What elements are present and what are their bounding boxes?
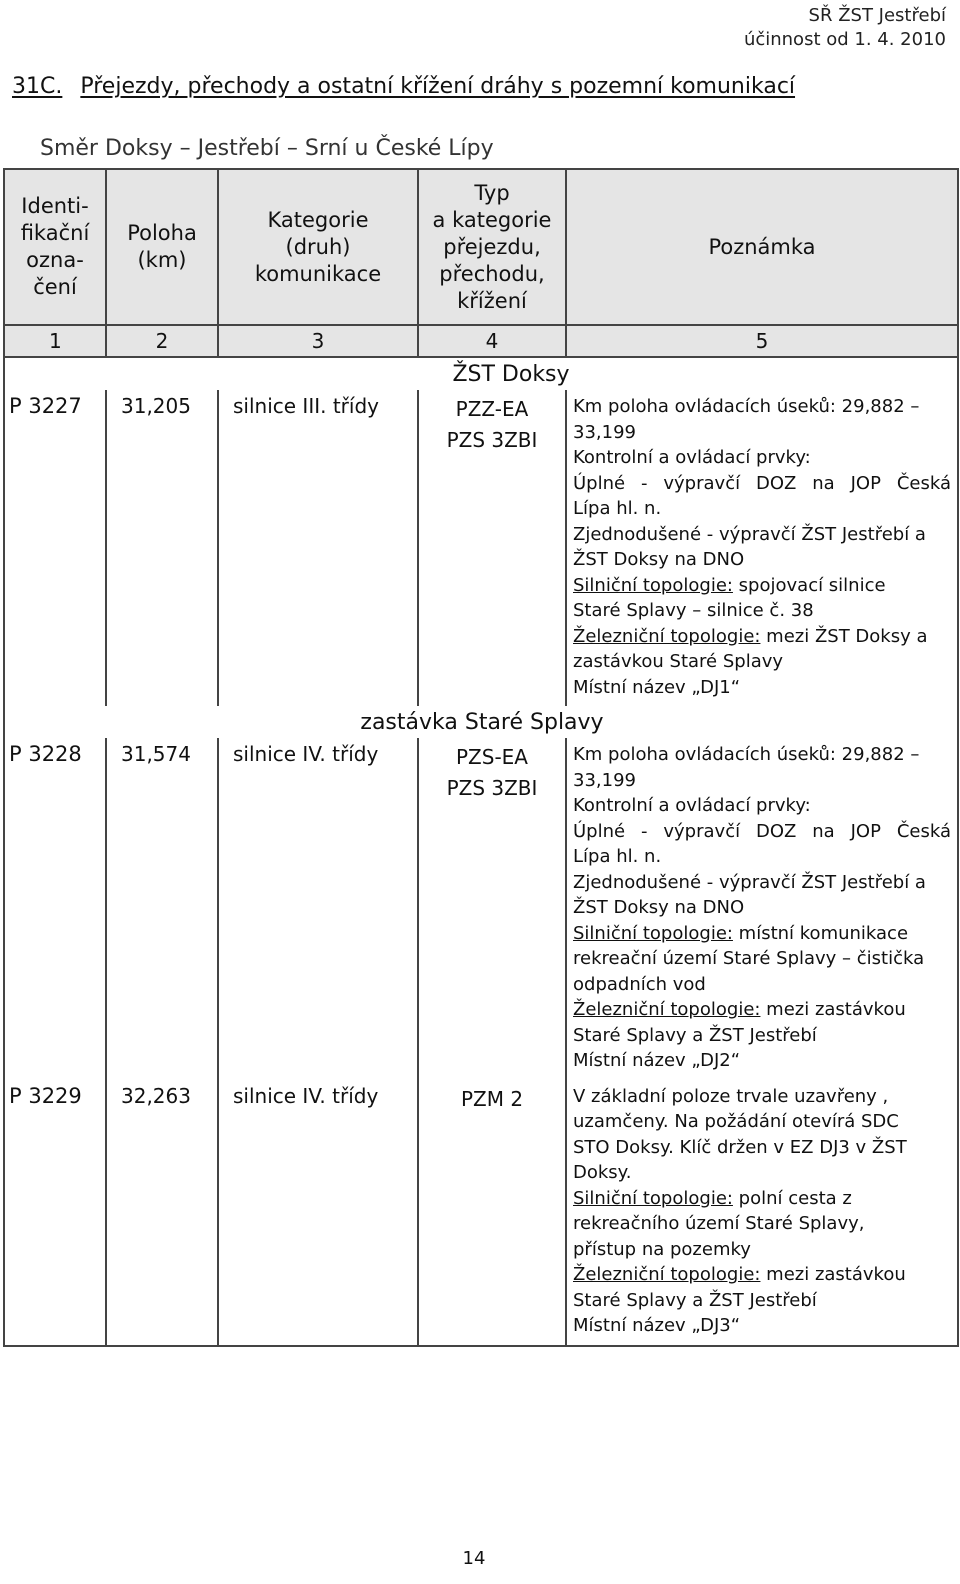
crossing-note: Km poloha ovládacích úseků: 29,882 – 33,199 Kontrolní a ovládací prvky: Úplné - výpravčí DOZ na JOP Česká Lípa hl. n. Zjednodušené - výpravčí ŽST Jestřebí a ŽST Doksy na DNO Silniční topologie: místní komunikace rekreační území Staré Splavy – čistička odpadních vod Železniční topologie: mezi zastávkou Staré Splavy a ŽST Jestřebí Místní název „DJ2“ — [566, 738, 958, 1080]
table-row — [4, 390, 958, 706]
col-number: 2 — [106, 325, 218, 357]
section-number: 31C. — [12, 74, 63, 99]
section-name: zastávka Staré Splavy — [4, 706, 958, 738]
header-id: Identi- fikační ozna- čení — [4, 169, 106, 325]
section-row — [4, 357, 958, 390]
col-number: 4 — [418, 325, 566, 357]
table-row — [4, 1080, 958, 1346]
header-type: Typ a kategorie přejezdu, přechodu, křížení — [418, 169, 566, 325]
road-category: silnice IV. třídy — [218, 738, 418, 1080]
page-number: 14 — [462, 1548, 486, 1569]
road-category: silnice IV. třídy — [218, 1080, 418, 1346]
crossing-km: 31,574 — [106, 738, 218, 1080]
crossing-type: PZS-EA PZS 3ZBI — [418, 738, 566, 1080]
road-category: silnice III. třídy — [218, 390, 418, 706]
section-name: ŽST Doksy — [4, 357, 958, 390]
crossing-note: Km poloha ovládacích úseků: 29,882 – 33,199 Kontrolní a ovládací prvky: Úplné - výpravčí DOZ na JOP Česká Lípa hl. n. Zjednodušené - výpravčí ŽST Jestřebí a ŽST Doksy na DNO Silniční topologie: spojovací silnice Staré Splavy – silnice č. 38 Železniční topologie: mezi ŽST Doksy a zastávkou Staré Splavy Místní název „DJ1“ — [566, 390, 958, 706]
crossing-id: P 3227 — [4, 390, 106, 706]
crossings-table — [3, 168, 959, 1347]
crossing-km: 32,263 — [106, 1080, 218, 1346]
crossing-type: PZZ-EA PZS 3ZBI — [418, 390, 566, 706]
crossing-id: P 3229 — [4, 1080, 106, 1346]
section-row — [4, 706, 958, 738]
col-number: 5 — [566, 325, 958, 357]
table-header-row — [4, 169, 958, 325]
section-title-text: Přejezdy, přechody a ostatní křížení dráhy s pozemní komunikací — [80, 74, 796, 99]
effective-date: účinnost od 1. 4. 2010 — [743, 29, 946, 50]
org-name: SŘ ŽST Jestřebí — [808, 5, 946, 26]
column-number-row — [4, 325, 958, 357]
table-row — [4, 738, 958, 1080]
crossing-note: V základní poloze trvale uzavřeny , uzamčeny. Na požádání otevírá SDC STO Doksy. Klíč držen v EZ DJ3 v ŽST Doksy. Silniční topologie: polní cesta z rekreačního území Staré Splavy, přístup na pozemky Železniční topologie: mezi zastávkou Staré Splavy a ŽST Jestřebí Místní název „DJ3“ — [566, 1080, 958, 1346]
section-title — [12, 74, 795, 99]
header-category: Kategorie (druh) komunikace — [218, 169, 418, 325]
header-note: Poznámka — [566, 169, 958, 325]
col-number: 1 — [4, 325, 106, 357]
direction-heading: Směr Doksy – Jestřebí – Srní u České Lípy — [40, 136, 494, 161]
crossing-id: P 3228 — [4, 738, 106, 1080]
col-number: 3 — [218, 325, 418, 357]
document-header — [744, 4, 946, 52]
crossing-km: 31,205 — [106, 390, 218, 706]
crossing-type: PZM 2 — [418, 1080, 566, 1346]
header-position: Poloha (km) — [106, 169, 218, 325]
